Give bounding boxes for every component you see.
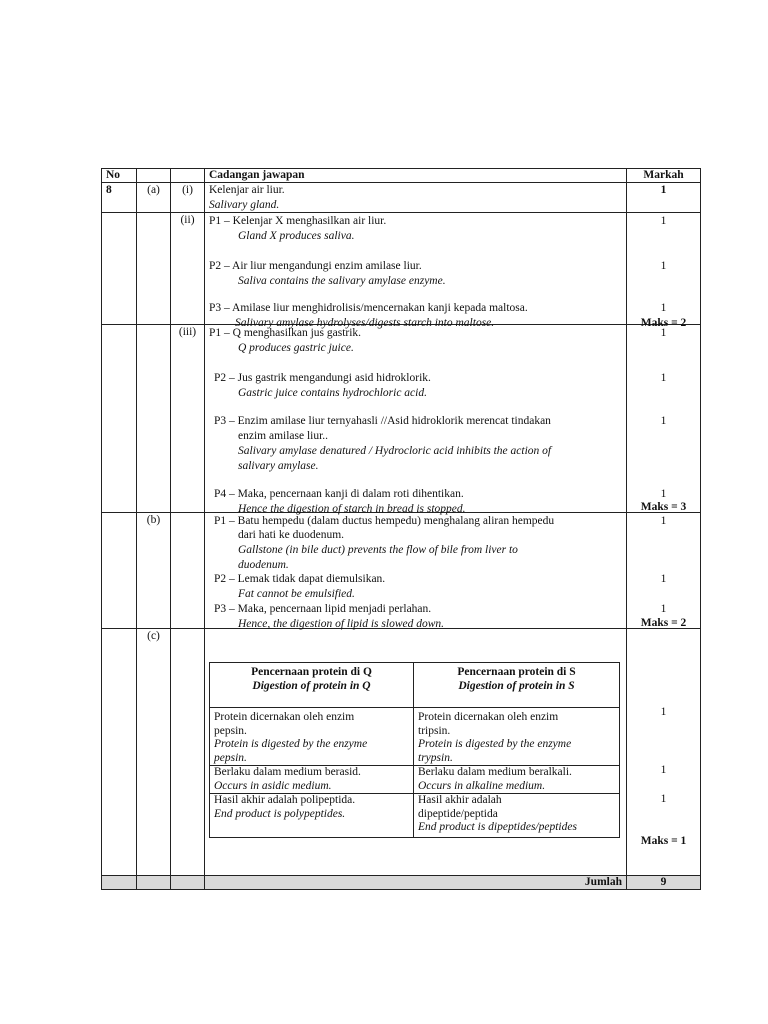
point-p3-en: Salivary amylase hydrolyses/digests starch into maltose. — [235, 317, 495, 329]
row-b — [102, 513, 701, 629]
cell-text-en: End product is dipeptides/peptides — [418, 821, 577, 833]
cell-q — [210, 794, 414, 838]
cell-s — [414, 766, 620, 794]
point-p1-en: Gallstone (in bile duct) prevents the flow of bile from liver to — [238, 544, 518, 556]
sub-ii-label: (ii) — [171, 213, 205, 325]
cell-text-en: Protein is digested by the enzyme — [418, 738, 572, 750]
point-p1: P1 – Kelenjar X menghasilkan air liur. — [209, 215, 387, 227]
mark: 1 — [660, 372, 667, 384]
answer-b — [205, 513, 627, 629]
point-p3-cont: enzim amilase liur.. — [238, 430, 329, 442]
header-row — [102, 169, 701, 183]
col-q-title: Pencernaan protein di Q — [251, 666, 372, 678]
point-p1-en: Gland X produces saliva. — [238, 230, 355, 242]
part-b-label: (b) — [137, 513, 171, 629]
marks-b — [627, 513, 701, 629]
sub-i-label: (i) — [171, 183, 205, 213]
cell-text: Berlaku dalam medium beralkali. — [418, 766, 572, 778]
marks-a-iii — [627, 325, 701, 513]
mark: 1 — [660, 260, 667, 272]
mark: 1 — [660, 215, 667, 227]
part-a-label: (a) — [137, 183, 171, 213]
mark: 1 — [660, 415, 667, 427]
point-p2-en: Saliva contains the salivary amylase enzyme. — [238, 275, 446, 287]
cell-s — [414, 794, 620, 838]
answer-a-iii — [205, 325, 627, 513]
point-p1: P1 – Batu hempedu (dalam ductus hempedu) menghalang aliran hempedu — [214, 515, 555, 527]
point-p2: P2 – Jus gastrik mengandungi asid hidroklorik. — [214, 372, 431, 384]
point-p2: P2 – Air liur mengandungi enzim amilase liur. — [209, 260, 422, 272]
mark: 1 — [660, 302, 667, 314]
col-s-title-en: Digestion of protein in S — [458, 679, 575, 692]
total-value: 9 — [627, 876, 701, 890]
col-q-title-en: Digestion of protein in Q — [252, 679, 371, 692]
point-p2: P2 – Lemak tidak dapat diemulsikan. — [214, 573, 386, 585]
mark: 1 — [660, 603, 667, 615]
sub-iii-label: (iii) — [171, 325, 205, 513]
cell-text: dipeptide/peptida — [418, 807, 498, 820]
part-c-label: (c) — [137, 629, 171, 876]
cell-text-en: End product is polypeptides. — [214, 807, 346, 820]
row-a-i — [102, 183, 701, 213]
answer-a-ii — [205, 213, 627, 329]
comparison-header-row — [210, 663, 620, 708]
mark: 1 — [660, 327, 667, 339]
header-no: No — [102, 169, 137, 183]
maks-label: Maks = 2 — [640, 617, 687, 629]
point-p4-en: Hence the digestion of starch in bread is stopped. — [238, 503, 466, 515]
cell-text: Protein dicernakan oleh enzim — [418, 711, 559, 723]
point-p1-en: Q produces gastric juice. — [238, 342, 354, 354]
mark-a-i: 1 — [627, 183, 701, 213]
point-p2-en: Fat cannot be emulsified. — [238, 588, 355, 600]
point-p3: P3 – Enzim amilase liur ternyahasli //Asid hidroklorik merencat tindakan — [214, 415, 551, 427]
question-number: 8 — [102, 183, 137, 213]
header-marks: Markah — [627, 169, 701, 183]
comparison-area — [101, 632, 700, 879]
mark: 1 — [660, 515, 667, 527]
point-p3-en-cont: salivary amylase. — [238, 460, 319, 472]
answer-text: Kelenjar air liur. — [209, 184, 285, 196]
col-s-title: Pencernaan protein di S — [457, 666, 576, 678]
cell-text: Hasil akhir adalah — [418, 794, 502, 806]
maks-label: Maks = 1 — [640, 835, 687, 847]
cell-q — [210, 766, 414, 794]
cell-text: Berlaku dalam medium berasid. — [214, 766, 361, 778]
row-a-iii — [102, 325, 701, 513]
cell-text: tripsin. — [418, 724, 451, 737]
point-p2-en: Gastric juice contains hydrochloric acid. — [238, 387, 427, 399]
col-q-header — [210, 663, 414, 708]
point-p3-en: Hence, the digestion of lipid is slowed down. — [238, 618, 445, 630]
cell-text: pepsin. — [214, 724, 247, 737]
row-a-ii — [102, 213, 701, 325]
mark: 1 — [660, 573, 667, 585]
cell-text: Hasil akhir adalah polipeptida. — [214, 794, 356, 806]
cell-text-en: trypsin. — [418, 751, 453, 764]
point-p4: P4 – Maka, pencernaan kanji di dalam roti dihentikan. — [214, 488, 464, 500]
answer-text-en: Salivary gland. — [209, 198, 280, 211]
maks-label: Maks = 2 — [640, 317, 687, 329]
cell-text: Protein dicernakan oleh enzim — [214, 711, 355, 723]
mark: 1 — [660, 764, 667, 776]
point-p1: P1 – Q menghasilkan jus gastrik. — [209, 327, 362, 339]
point-p1-en-cont: duodenum. — [238, 559, 289, 571]
point-p3: P3 – Maka, pencernaan lipid menjadi perlahan. — [214, 603, 432, 615]
point-p1-cont: dari hati ke duodenum. — [238, 529, 345, 541]
col-s-header — [414, 663, 620, 708]
mark: 1 — [660, 706, 667, 718]
comparison-row — [210, 794, 620, 838]
cell-text-en: Occurs in alkaline medium. — [418, 779, 546, 792]
cell-q — [210, 708, 414, 766]
mark: 1 — [660, 488, 667, 500]
total-label: Jumlah — [205, 876, 627, 890]
point-p3: P3 – Amilase liur menghidrolisis/mencernakan kanji kepada maltosa. — [209, 302, 528, 314]
cell-s — [414, 708, 620, 766]
maks-label: Maks = 3 — [640, 501, 687, 513]
comparison-row — [210, 708, 620, 766]
mark: 1 — [660, 793, 667, 805]
answer-a-i — [205, 183, 627, 213]
cell-text-en: Protein is digested by the enzyme — [214, 738, 368, 750]
cell-text-en: pepsin. — [214, 751, 247, 764]
cell-text-en: Occurs in asidic medium. — [214, 779, 332, 792]
comparison-row — [210, 766, 620, 794]
marks-a-ii — [627, 213, 701, 329]
header-answer: Cadangan jawapan — [205, 169, 627, 183]
point-p3-en: Salivary amylase denatured / Hydrocloric acid inhibits the action of — [238, 445, 552, 457]
comparison-table — [209, 662, 620, 838]
